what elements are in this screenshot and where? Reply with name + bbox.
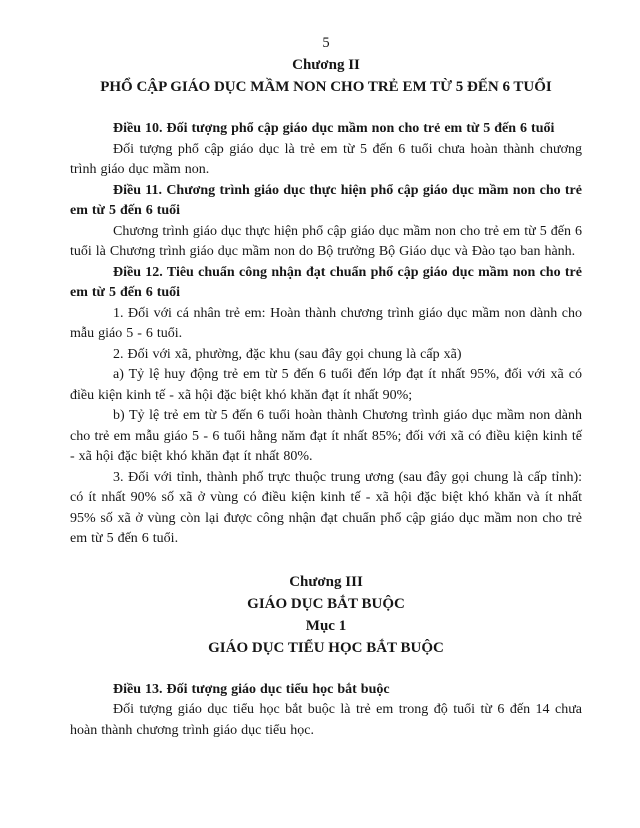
page-number: 5 [322,35,330,51]
spacer [70,98,582,119]
article-10-body: Đối tượng phổ cập giáo dục là trẻ em từ 5 đến 6 tuổi chưa hoàn thành chương trình giáo dục mầm non. [70,141,582,177]
spacer [70,659,582,680]
chapter-3-number: Chương III [289,573,363,590]
spacer [70,550,582,571]
article-11-body: Chương trình giáo dục thực hiện phổ cập giáo dục mầm non cho trẻ em từ 5 đến 6 tuổi là Chương trình giáo dục mầm non do Bộ trưởng Bộ Giáo dục và Đào tạo ban hành. [70,223,582,259]
article-12-point-a: a) Tỷ lệ huy động trẻ em từ 5 đến 6 tuổi đến lớp đạt ít nhất 95%, đối với xã có điều kiện kinh tế - xã hội đặc biệt khó khăn đạt ít nhất 90%; [70,367,582,403]
article-12-clause-3: 3. Đối với tỉnh, thành phố trực thuộc trung ương (sau đây gọi chung là cấp tỉnh): có ít nhất 90% số xã ở vùng có điều kiện kinh tế - xã hội đặc biệt khó khăn và ít nhất 95% số xã ở vùng còn lại được công nhận đạt chuẩn phổ cập giáo dục mầm non cho trẻ em từ 5 đến 6 tuổi. [70,469,582,546]
section-1-title: GIÁO DỤC TIỂU HỌC BẮT BUỘC [208,639,444,656]
section-1-number: Mục 1 [305,617,347,634]
chapter-3-title: GIÁO DỤC BẮT BUỘC [247,595,405,612]
article-12-clause-1: 1. Đối với cá nhân trẻ em: Hoàn thành chương trình giáo dục mầm non dành cho mẫu giáo 5 - 6 tuổi. [70,305,582,341]
article-12-point-b: b) Tỷ lệ trẻ em từ 5 đến 6 tuổi hoàn thành Chương trình giáo dục mầm non dành cho trẻ em mẫu giáo 5 - 6 tuổi hằng năm đạt ít nhất 85%; đối với xã có điều kiện kinh tế - xã hội đặc biệt khó khăn đạt ít nhất 80%. [70,408,582,464]
article-11-heading: Điều 11. Chương trình giáo dục thực hiện phổ cập giáo dục mầm non cho trẻ em từ 5 đến 6 tuổi [70,182,582,218]
article-13-body: Đối tượng giáo dục tiểu học bắt buộc là trẻ em trong độ tuổi từ 6 đến 14 chưa hoàn thành chương trình giáo dục tiểu học. [70,702,582,738]
article-13-heading: Điều 13. Đối tượng giáo dục tiểu học bắt buộc [113,681,390,697]
article-10-heading: Điều 10. Đối tượng phổ cập giáo dục mầm non cho trẻ em từ 5 đến 6 tuổi [113,121,555,136]
article-12-clause-2: 2. Đối với xã, phường, đặc khu (sau đây gọi chung là cấp xã) [113,346,462,362]
chapter-2-number: Chương II [292,57,360,73]
chapter-2-title: PHỔ CẬP GIÁO DỤC MẦM NON CHO TRẺ EM TỪ 5 ĐẾN 6 TUỔI [100,79,552,95]
article-12-heading: Điều 12. Tiêu chuẩn công nhận đạt chuẩn phổ cập giáo dục mầm non cho trẻ em từ 5 đến 6 tuổi [70,264,582,300]
